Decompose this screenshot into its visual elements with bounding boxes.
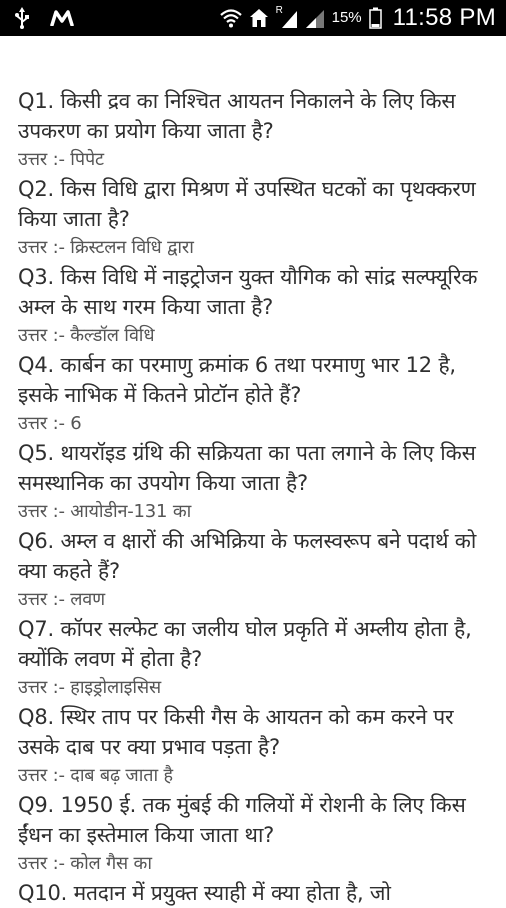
qa-item (18, 86, 492, 174)
qa-item (18, 790, 492, 878)
answer-text: उत्तर :- कोल गैस का (18, 853, 152, 874)
answer-text: उत्तर :- हाइड्रोलाइसिस (18, 677, 161, 698)
qa-item (18, 526, 492, 614)
answer-text: उत्तर :- लवण (18, 589, 105, 610)
roaming-indicator: R (275, 5, 283, 16)
qa-item (18, 702, 492, 790)
signal-2-icon (305, 7, 325, 29)
signal-icon (276, 7, 298, 29)
question-text: Q7. कॉपर सल्फेट का जलीय घोल प्रकृति में अम्लीय होता है, क्योंकि लवण में होता है? (18, 617, 472, 671)
answer-text: उत्तर :- कैल्डॉल विधि (18, 325, 155, 346)
answer-text: उत्तर :- 6 (18, 413, 82, 434)
status-right-icons (220, 0, 496, 36)
question-text: Q4. कार्बन का परमाणु क्रमांक 6 तथा परमाणु भार 12 है, इसके नाभिक में कितने प्रोटॉन होते हैं? (18, 353, 456, 407)
qa-item (18, 350, 492, 438)
home-icon (249, 8, 269, 28)
wifi-icon (220, 8, 242, 28)
answer-text: उत्तर :- आयोडीन-131 का (18, 501, 192, 522)
qa-item (18, 262, 492, 350)
question-text: Q1. किसी द्रव का निश्चित आयतन निकालने के लिए किस उपकरण का प्रयोग किया जाता है? (18, 89, 456, 143)
question-text: Q9. 1950 ई. तक मुंबई की गलियों में रोशनी के लिए किस ईंधन का इस्तेमाल किया जाता था? (18, 793, 466, 847)
battery-percent: 15% (331, 9, 362, 26)
usb-icon (14, 7, 30, 29)
qa-item (18, 438, 492, 526)
answer-text: उत्तर :- दाब बढ़ जाता है (18, 765, 173, 786)
qa-list (18, 86, 492, 908)
question-text: Q10. मतदान में प्रयुक्त स्याही में क्या होता है, जो (18, 881, 391, 905)
question-text: Q5. थायरॉइड ग्रंथि की सक्रियता का पता लगाने के लिए किस समस्थानिक का उपयोग किया जाता है? (18, 441, 476, 495)
battery-icon (369, 7, 382, 29)
question-text: Q3. किस विधि में नाइट्रोजन युक्त यौगिक को सांद्र सल्फ्यूरिक अम्ल के साथ गरम किया जाता है? (18, 265, 478, 319)
clock: 11:58 PM (392, 4, 496, 31)
question-text: Q6. अम्ल व क्षारों की अभिक्रिया के फलस्वरूप बने पदार्थ को क्या कहते हैं? (18, 529, 477, 583)
question-text: Q8. स्थिर ताप पर किसी गैस के आयतन को कम करने पर उसके दाब पर क्या प्रभाव पड़ता है? (18, 705, 454, 759)
question-text: Q2. किस विधि द्वारा मिश्रण में उपस्थित घटकों का पृथक्करण किया जाता है? (18, 177, 476, 231)
status-left-icons (14, 0, 74, 36)
answer-text: उत्तर :- पिपेट (18, 149, 104, 170)
answer-text: उत्तर :- क्रिस्टलन विधि द्वारा (18, 237, 194, 258)
status-bar (0, 0, 506, 36)
qa-item (18, 878, 492, 908)
qa-item (18, 614, 492, 702)
qa-item (18, 174, 492, 262)
app-m-icon (50, 10, 74, 26)
